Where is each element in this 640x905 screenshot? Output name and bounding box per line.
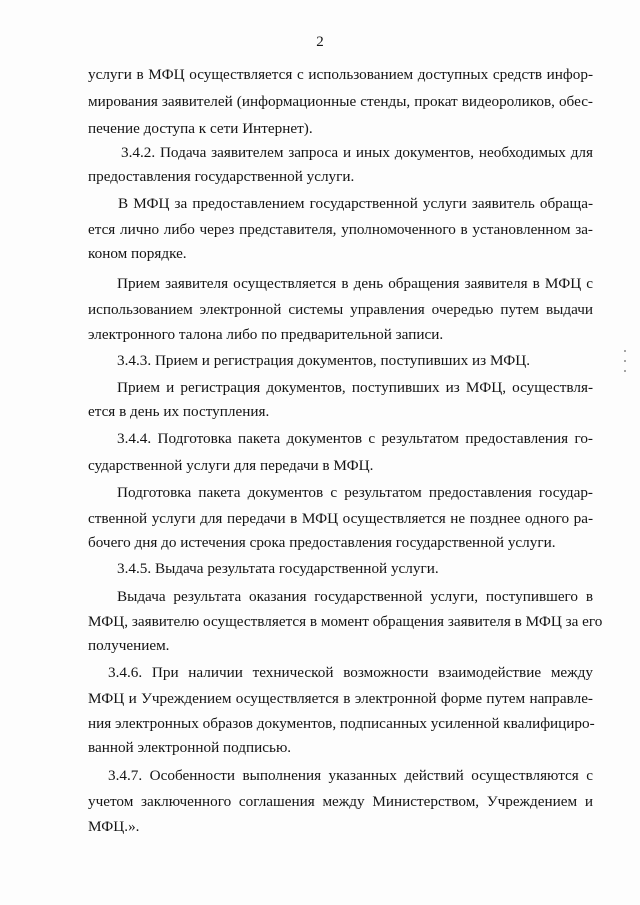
text-line: мирования заявителей (информационные стенды, прокат видеороликов, обес-	[88, 93, 593, 110]
text-line: В МФЦ за предоставлением государственной услуги заявитель обраща-	[118, 195, 593, 212]
text-line: ственной услуги для передачи в МФЦ осуществляется не позднее одного ра-	[88, 510, 593, 527]
scan-speck	[624, 370, 626, 372]
text-line: Прием и регистрация документов, поступивших из МФЦ, осуществля-	[117, 379, 593, 396]
text-line: 3.4.5. Выдача результата государственной услуги.	[117, 560, 439, 577]
text-line: электронного талона либо по предварительной записи.	[88, 326, 444, 343]
text-line: получением.	[88, 637, 170, 654]
text-line: Прием заявителя осуществляется в день обращения заявителя в МФЦ с	[117, 275, 593, 292]
text-line: ется лично либо через представителя, уполномоченного в установленном за-	[88, 221, 593, 238]
text-line: МФЦ и Учреждением осуществляется в электронной форме путем направле-	[88, 690, 593, 707]
text-line: 3.4.6. При наличии технической возможности взаимодействие между	[108, 664, 593, 681]
text-line: бочего дня до истечения срока предоставления государственной услуги.	[88, 534, 556, 551]
text-line: 3.4.7. Особенности выполнения указанных действий осуществляются с	[108, 767, 593, 784]
scan-speck	[624, 350, 626, 352]
text-line: учетом заключенного соглашения между Министерством, Учреждением и	[88, 793, 593, 810]
text-line: печение доступа к сети Интернет).	[88, 120, 313, 137]
text-line: 3.4.2. Подача заявителем запроса и иных документов, необходимых для	[121, 144, 593, 161]
text-line: услуги в МФЦ осуществляется с использованием доступных средств инфор-	[88, 66, 593, 83]
text-line: 3.4.4. Подготовка пакета документов с результатом предоставления го-	[117, 430, 593, 447]
text-line: Подготовка пакета документов с результатом предоставления государ-	[117, 484, 593, 501]
text-line: ванной электронной подписью.	[88, 739, 292, 756]
text-line: МФЦ.».	[88, 818, 140, 835]
text-line: сударственной услуги для передачи в МФЦ.	[88, 457, 374, 474]
text-line: использованием электронной системы управления очередью путем выдачи	[88, 301, 593, 318]
text-line: ния электронных образов документов, подписанных усиленной квалифициро-	[88, 715, 595, 732]
text-line: предоставления государственной услуги.	[88, 168, 355, 185]
text-line: ется в день их поступления.	[88, 403, 270, 420]
text-line: 3.4.3. Прием и регистрация документов, поступивших из МФЦ.	[117, 352, 531, 369]
scan-speck	[624, 360, 626, 362]
text-line: Выдача результата оказания государственной услуги, поступившего в	[117, 588, 593, 605]
text-line: коном порядке.	[88, 245, 187, 262]
text-line: МФЦ, заявителю осуществляется в момент обращения заявителя в МФЦ за его	[88, 613, 603, 630]
page-number: 2	[316, 34, 324, 50]
